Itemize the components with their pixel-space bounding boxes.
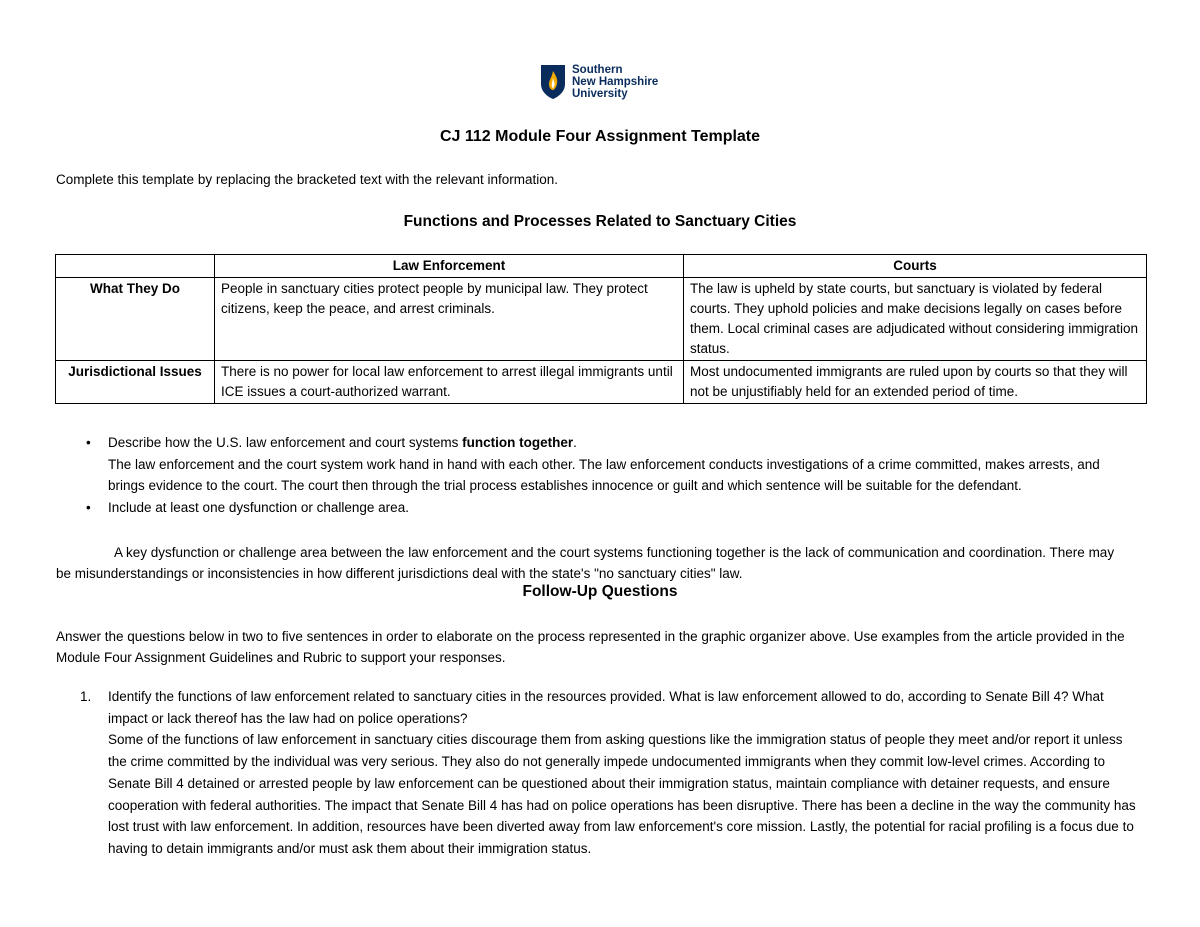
dysfunction-answer: A key dysfunction or challenge area between the law enforcement and the court systems functioning together is the lack of communication and coordination. There may be misunderstandings or inconsistencies in how different jurisdictions deal with the state's "no sanctuary cities" law. (56, 545, 1115, 581)
bullet-icon: • (86, 435, 91, 450)
functions-table (55, 254, 1147, 404)
bullet-prompt: Include at least one dysfunction or challenge area. (108, 499, 409, 515)
bullet-prompt-bold: function together (462, 435, 574, 450)
intro-text: Complete this template by replacing the bracketed text with the relevant information. (56, 172, 559, 187)
bullet-item (86, 497, 1126, 519)
row-label-jurisdictional-issues: Jurisdictional Issues (56, 361, 215, 404)
logo-line-3: University (572, 88, 628, 100)
header-law-enforcement: Law Enforcement (215, 255, 684, 278)
bullet-icon: • (86, 499, 91, 515)
logo-line-2: New Hampshire (572, 76, 659, 88)
question-text: Identify the functions of law enforcement related to sanctuary cities in the resources provided. What is law enforcement allowed to do, according to Senate Bill 4? What impact or lack thereof has the law had on police operations? (108, 689, 1104, 726)
university-logo (540, 64, 658, 100)
question-answer: Some of the functions of law enforcement in sanctuary cities discourage them from asking questions like the immigration status of people they meet and/or report it unless the crime committed by the individual was very serious. They also do not generally impede undocumented immigrants when they commit low-level crimes. According to Senate Bill 4 detained or arrested people by law enforcement can be questioned about their immigration status, maintain compliance with detainer requests, and ensure cooperation with federal authorities. The impact that Senate Bill 4 has had on police operations has been disruptive. There has been a decline in the way the community has lost trust with law enforcement. In addition, resources have been diverted away from law enforcement's core mission. Lastly, the potential for racial profiling is a focus due to having to detain immigrants and/or must ask them about their immigration status. (108, 732, 1136, 856)
bullet-prompt (108, 432, 1126, 454)
bullet-prompt-prefix: Describe how the U.S. law enforcement and court systems (108, 435, 463, 450)
cell-law-enforcement: People in sanctuary cities protect people by municipal law. They protect citizens, keep the peace, and arrest criminals. (215, 278, 684, 361)
university-wordmark (572, 64, 658, 100)
table-header-row (56, 255, 1147, 278)
table-row (56, 361, 1147, 404)
question-item (80, 686, 1140, 860)
bullet-item (86, 432, 1126, 497)
row-label-what-they-do: What They Do (56, 278, 215, 361)
question-number: 1. (80, 689, 92, 704)
question-body (108, 686, 1140, 860)
header-blank-cell (56, 255, 215, 278)
follow-up-heading: Follow-Up Questions (522, 583, 678, 600)
section-heading: Functions and Processes Related to Sanctuary Cities (403, 213, 797, 230)
logo-line-1: Southern (572, 64, 623, 76)
document-title: CJ 112 Module Four Assignment Template (439, 128, 761, 145)
follow-up-intro: Answer the questions below in two to five sentences in order to elaborate on the process represented in the graphic organizer above. Use examples from the article provided in the Module Four Assignment Guidelines and Rubric to support your responses. (56, 629, 1125, 665)
cell-courts: Most undocumented immigrants are ruled upon by courts so that they will not be unjustifiably held for an extended period of time. (684, 361, 1147, 404)
table-row (56, 278, 1147, 361)
cell-law-enforcement: There is no power for local law enforcement to arrest illegal immigrants until ICE issues a court-authorized warrant. (215, 361, 684, 404)
bullet-prompt-suffix: . (573, 435, 577, 450)
header-courts: Courts (684, 255, 1147, 278)
shield-flame-icon (540, 64, 566, 100)
bullet-list (86, 432, 1126, 518)
bullet-answer: The law enforcement and the court system work hand in hand with each other. The law enforcement conducts investigations of a crime committed, makes arrests, and brings evidence to the court. The court then through the trial process establishes innocence or guilt and which sentence will be suitable for the defendant. (108, 456, 1100, 493)
cell-courts: The law is upheld by state courts, but sanctuary is violated by federal courts. They uphold policies and make decisions legally on cases before them. Local criminal cases are adjudicated without considering immigration status. (684, 278, 1147, 361)
